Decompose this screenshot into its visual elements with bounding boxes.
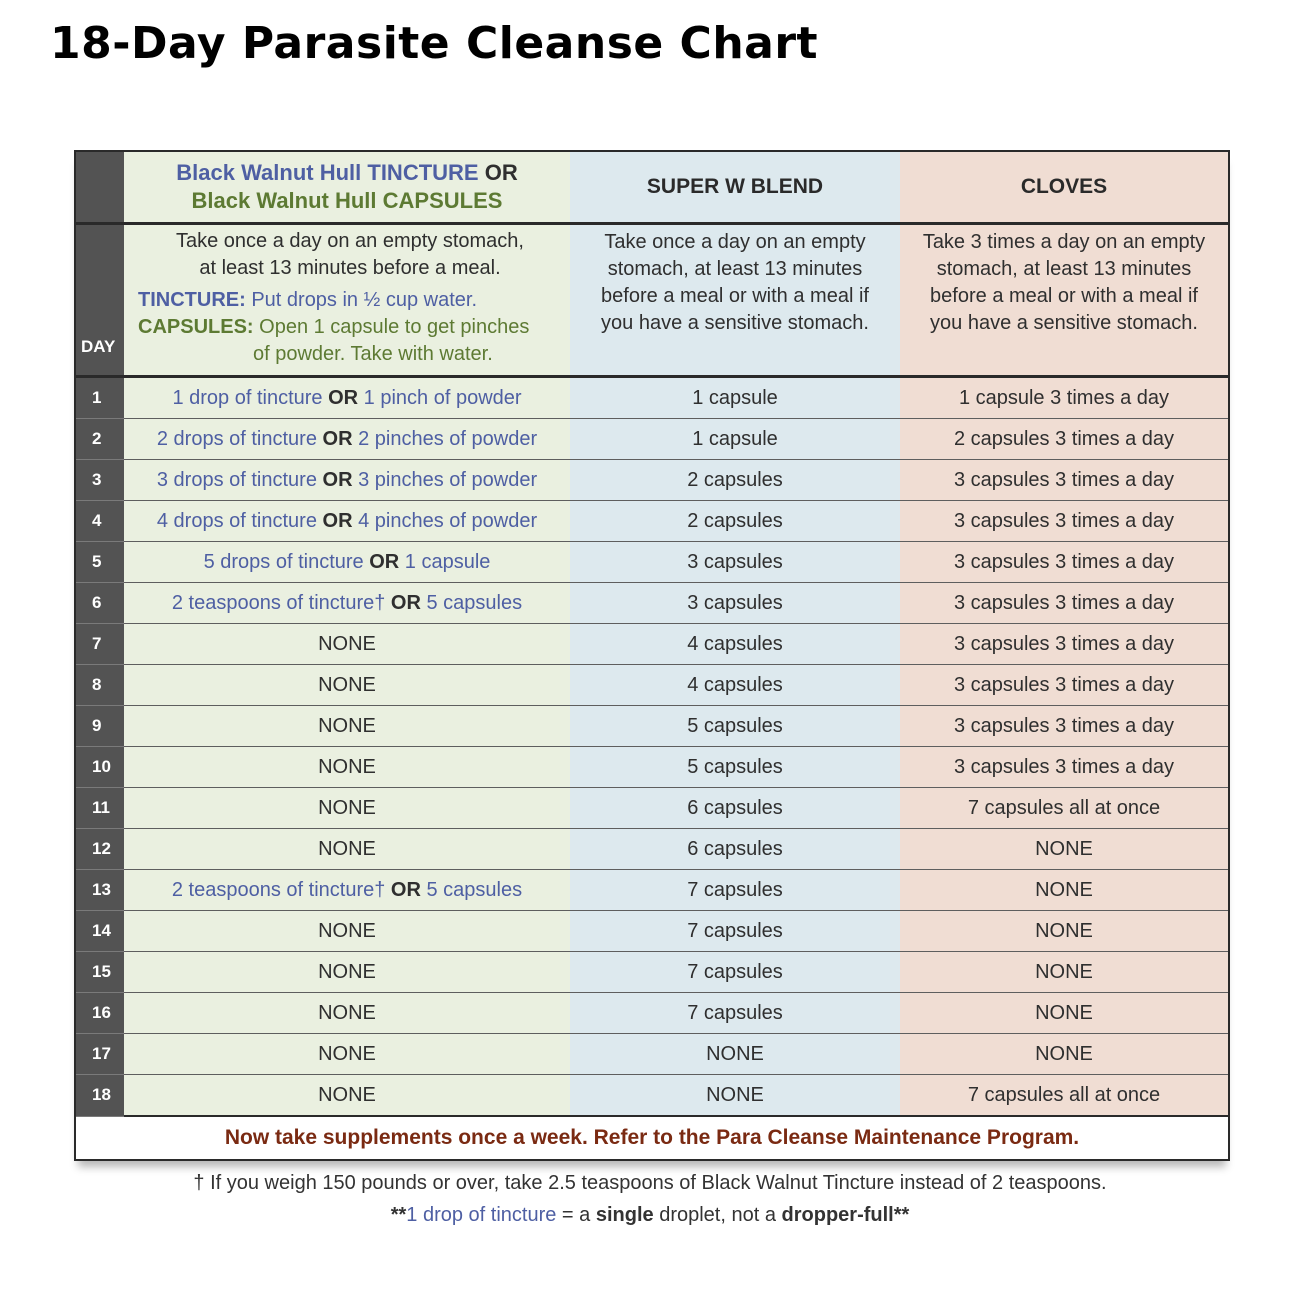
bw-capsule-dose: 1 pinch of powder [363, 386, 522, 409]
cloves-dose: 1 capsule 3 times a day [900, 377, 1228, 419]
bw-tincture-dose: 3 drops of tincture [156, 468, 317, 491]
drop-bold: single [595, 1204, 654, 1226]
header-bw-or: OR [484, 160, 518, 185]
super-w-dose: 6 capsules [570, 829, 900, 870]
bw-dose: NONE [124, 911, 570, 952]
cloves-dose: 3 capsules 3 times a day [900, 460, 1228, 501]
table-row [76, 624, 1228, 665]
super-w-dose: 1 capsule [570, 377, 900, 419]
bw-dose [124, 542, 570, 583]
bw-tincture-dose: 4 drops of tincture [156, 509, 317, 532]
table-row [76, 501, 1228, 542]
drop-bold2: dropper-full** [781, 1204, 910, 1226]
day-label-cell [76, 224, 124, 377]
table-row [76, 911, 1228, 952]
sw-instr-line: stomach, at least 13 minutes [607, 258, 863, 280]
day-number: 1 [76, 377, 124, 419]
cloves-dose: NONE [900, 1034, 1228, 1075]
bw-dose: NONE [124, 829, 570, 870]
cl-instr-line: you have a sensitive stomach. [930, 312, 1198, 334]
bw-or: OR [328, 386, 359, 409]
tincture-text: Put drops in ½ cup water. [251, 289, 478, 311]
maintenance-note-row [76, 1116, 1228, 1159]
header-bw-tincture: Black Walnut Hull TINCTURE [176, 160, 479, 185]
capsules-label: CAPSULES: [138, 316, 254, 338]
super-w-instructions [570, 224, 900, 377]
super-w-dose: 1 capsule [570, 419, 900, 460]
bw-capsule-dose: 5 capsules [426, 591, 523, 614]
bw-dose [124, 460, 570, 501]
cleanse-chart-table [74, 150, 1230, 1161]
table-row [76, 583, 1228, 624]
table-row [76, 1034, 1228, 1075]
weight-footnote: † If you weigh 150 pounds or over, take 2.5 teaspoons of Black Walnut Tincture instead of 2 teaspoons. [193, 1172, 1107, 1194]
super-w-dose: 3 capsules [570, 583, 900, 624]
bw-capsule-dose: 1 capsule [404, 550, 491, 573]
super-w-dose: 3 capsules [570, 542, 900, 583]
header-cloves: CLOVES [900, 152, 1228, 224]
bw-tincture-dose: 2 teaspoons of tincture† [171, 878, 386, 901]
drop-mid: = a [556, 1204, 596, 1226]
cloves-dose: NONE [900, 911, 1228, 952]
cloves-dose: NONE [900, 870, 1228, 911]
bw-capsule-dose: 5 capsules [426, 878, 523, 901]
bw-dose: NONE [124, 993, 570, 1034]
maintenance-note: Now take supplements once a week. Refer to the Para Cleanse Maintenance Program. [76, 1116, 1228, 1159]
cloves-dose: 3 capsules 3 times a day [900, 542, 1228, 583]
bw-instr-line2: at least 13 minutes before a meal. [199, 257, 501, 279]
day-number: 16 [76, 993, 124, 1034]
day-number: 11 [76, 788, 124, 829]
bw-tincture-dose: 2 teaspoons of tincture† [171, 591, 386, 614]
bw-instr-line1: Take once a day on an empty stomach, [176, 230, 524, 252]
cl-instr-line: before a meal or with a meal if [930, 285, 1198, 307]
table-row [76, 377, 1228, 419]
table-row [76, 1075, 1228, 1117]
super-w-dose: 6 capsules [570, 788, 900, 829]
drop-rest: droplet, not a [653, 1204, 782, 1226]
bw-dose: NONE [124, 747, 570, 788]
header-bw-capsules: Black Walnut Hull CAPSULES [191, 188, 503, 213]
bw-dose: NONE [124, 665, 570, 706]
cloves-dose: NONE [900, 952, 1228, 993]
header-day-cell [76, 152, 124, 224]
page-title: 18-Day Parasite Cleanse Chart [50, 18, 819, 69]
drop-prefix: ** [390, 1204, 407, 1226]
cloves-dose: 3 capsules 3 times a day [900, 747, 1228, 788]
table-row [76, 993, 1228, 1034]
cloves-dose: 7 capsules all at once [900, 788, 1228, 829]
capsules-text: Open 1 capsule to get pinches [259, 316, 530, 338]
bw-capsule-dose: 2 pinches of powder [358, 427, 538, 450]
sw-instr-line: you have a sensitive stomach. [601, 312, 869, 334]
bw-capsule-dose: 4 pinches of powder [358, 509, 538, 532]
sw-instr-line: Take once a day on an empty [604, 231, 866, 253]
bw-capsule-dose: 3 pinches of powder [358, 468, 538, 491]
super-w-dose: 5 capsules [570, 747, 900, 788]
table-row [76, 542, 1228, 583]
table-row [76, 460, 1228, 501]
capsules-text-2: of powder. Take with water. [253, 343, 493, 365]
table-row [76, 788, 1228, 829]
day-number: 10 [76, 747, 124, 788]
day-number: 2 [76, 419, 124, 460]
header-super-w-blend: SUPER W BLEND [570, 152, 900, 224]
super-w-dose: NONE [570, 1034, 900, 1075]
bw-dose: NONE [124, 624, 570, 665]
bw-or: OR [322, 427, 353, 450]
bw-or: OR [390, 591, 421, 614]
bw-tincture-dose: 5 drops of tincture [203, 550, 364, 573]
tincture-label: TINCTURE: [138, 289, 246, 311]
header-black-walnut [124, 152, 570, 224]
day-number: 14 [76, 911, 124, 952]
day-number: 17 [76, 1034, 124, 1075]
super-w-dose: 7 capsules [570, 911, 900, 952]
table-row [76, 706, 1228, 747]
day-number: 18 [76, 1075, 124, 1117]
cloves-dose: 2 capsules 3 times a day [900, 419, 1228, 460]
day-number: 5 [76, 542, 124, 583]
bw-dose: NONE [124, 1075, 570, 1117]
bw-or: OR [390, 878, 421, 901]
cl-instr-line: stomach, at least 13 minutes [936, 258, 1192, 280]
cloves-dose: NONE [900, 993, 1228, 1034]
cloves-dose: 3 capsules 3 times a day [900, 501, 1228, 542]
super-w-dose: 7 capsules [570, 870, 900, 911]
drop-term: 1 drop of tincture [406, 1204, 557, 1226]
table-row [76, 665, 1228, 706]
drop-footnote [0, 1204, 1290, 1227]
bw-or: OR [369, 550, 400, 573]
cloves-dose: 3 capsules 3 times a day [900, 706, 1228, 747]
super-w-dose: 2 capsules [570, 501, 900, 542]
bw-tincture-dose: 2 drops of tincture [156, 427, 317, 450]
table-row [76, 952, 1228, 993]
header-row [76, 152, 1228, 224]
super-w-dose: 5 capsules [570, 706, 900, 747]
day-column-label: DAY [81, 337, 116, 356]
day-number: 6 [76, 583, 124, 624]
bw-dose [124, 583, 570, 624]
day-number: 7 [76, 624, 124, 665]
cloves-dose: 3 capsules 3 times a day [900, 624, 1228, 665]
bw-dose: NONE [124, 788, 570, 829]
bw-or: OR [322, 509, 353, 532]
day-number: 9 [76, 706, 124, 747]
table-row [76, 747, 1228, 788]
table-row [76, 419, 1228, 460]
super-w-dose: 2 capsules [570, 460, 900, 501]
super-w-dose: 4 capsules [570, 665, 900, 706]
table-row [76, 870, 1228, 911]
day-number: 13 [76, 870, 124, 911]
bw-dose [124, 419, 570, 460]
cl-instr-line: Take 3 times a day on an empty [922, 231, 1206, 253]
day-number: 12 [76, 829, 124, 870]
sw-instr-line: before a meal or with a meal if [601, 285, 869, 307]
day-number: 4 [76, 501, 124, 542]
super-w-dose: 7 capsules [570, 993, 900, 1034]
day-number: 3 [76, 460, 124, 501]
super-w-dose: 4 capsules [570, 624, 900, 665]
table-row [76, 829, 1228, 870]
bw-dose [124, 501, 570, 542]
bw-instructions [124, 224, 570, 377]
day-number: 15 [76, 952, 124, 993]
cloves-dose: 7 capsules all at once [900, 1075, 1228, 1117]
cloves-dose: 3 capsules 3 times a day [900, 583, 1228, 624]
cloves-dose: 3 capsules 3 times a day [900, 665, 1228, 706]
super-w-dose: NONE [570, 1075, 900, 1117]
bw-or: OR [322, 468, 353, 491]
bw-dose: NONE [124, 1034, 570, 1075]
day-number: 8 [76, 665, 124, 706]
instructions-row [76, 224, 1228, 377]
cloves-dose: NONE [900, 829, 1228, 870]
bw-dose [124, 870, 570, 911]
cloves-instructions [900, 224, 1228, 377]
super-w-dose: 7 capsules [570, 952, 900, 993]
bw-dose [124, 377, 570, 419]
bw-dose: NONE [124, 952, 570, 993]
bw-tincture-dose: 1 drop of tincture [172, 386, 323, 409]
bw-dose: NONE [124, 706, 570, 747]
